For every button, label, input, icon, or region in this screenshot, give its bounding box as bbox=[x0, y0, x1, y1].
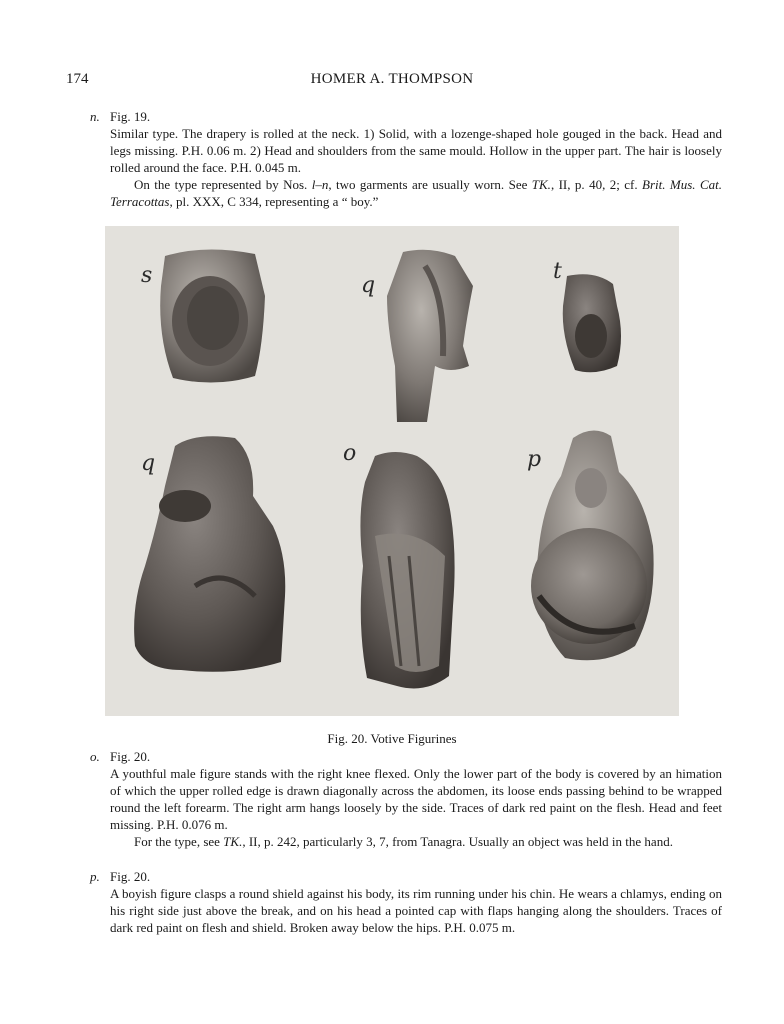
figurines-photo bbox=[105, 226, 679, 716]
entry-p-letter: p. bbox=[90, 869, 100, 884]
entry-o-letter: o. bbox=[90, 749, 100, 764]
label-q-bottom: q bbox=[141, 451, 156, 476]
entry-n-paragraph-2: On the type represented by Nos. l–n, two garments are usually worn. See TK., II, p. 40, 2; cf. Brit. Mus. Cat. Terracottas, pl. XXX, C 334, representing a “ boy.” bbox=[110, 177, 722, 209]
label-s: s bbox=[141, 263, 153, 288]
figurine-p bbox=[531, 430, 654, 660]
figurines-photo-plate bbox=[105, 226, 679, 716]
figurine-q-top bbox=[387, 250, 473, 422]
label-q-top: q bbox=[361, 273, 376, 298]
entry-n-paragraph-1: Similar type. The drapery is rolled at the neck. 1) Solid, with a lozenge-shaped hole gouged in the back. Head and legs missing. P.H. 0.06 m. 2) Head and shoulders from the same mould. Hollow in the upper part. The hair is loosely rolled around the face. P.H. 0.045 m. bbox=[110, 126, 722, 175]
figurine-s bbox=[160, 249, 265, 382]
entry-n-fig: Fig. 19. bbox=[110, 109, 151, 124]
entry-n-letter: n. bbox=[90, 109, 100, 124]
entry-o bbox=[90, 748, 722, 850]
entry-o-fig: Fig. 20. bbox=[110, 749, 151, 764]
page-number: 174 bbox=[66, 71, 89, 87]
figurine-q-bottom bbox=[134, 436, 285, 672]
entry-n-heading bbox=[90, 108, 722, 125]
entry-p-paragraph-1: A boyish figure clasps a round shield against his body, its rim running under his chin. He wears a chlamys, ending on his right side just above the break, and on his head a pointed cap with flaps hanging along the shoulders. Traces of dark red paint on flesh and shield. Broken away below the hips. P.H. 0.075 m. bbox=[110, 886, 722, 935]
entry-n bbox=[90, 108, 722, 210]
entry-o-paragraph-1: A youthful male figure stands with the right knee flexed. Only the lower part of the body is covered by an himation of which the upper rolled edge is drawn diagonally across the abdomen, its loose ends passing behind to be wrapped round the left forearm. The right arm hangs loosely by the side. Traces of dark red paint on the flesh. Head and feet missing. P.H. 0.076 m. bbox=[110, 766, 722, 832]
label-t: t bbox=[553, 259, 562, 284]
entry-o-paragraph-2: For the type, see TK., II, p. 242, particularly 3, 7, from Tanagra. Usually an object was held in the hand. bbox=[134, 834, 673, 849]
figurine-o bbox=[360, 452, 454, 688]
label-o: o bbox=[343, 441, 357, 466]
entry-p-fig: Fig. 20. bbox=[110, 869, 151, 884]
entry-o-heading bbox=[90, 748, 722, 765]
entry-p-heading bbox=[90, 868, 722, 885]
entry-p bbox=[90, 868, 722, 936]
figure-caption: Fig. 20. Votive Figurines bbox=[327, 731, 457, 746]
label-p: p bbox=[527, 447, 542, 472]
running-head: HOMER A. THOMPSON bbox=[310, 71, 474, 87]
figurine-t bbox=[563, 274, 621, 372]
